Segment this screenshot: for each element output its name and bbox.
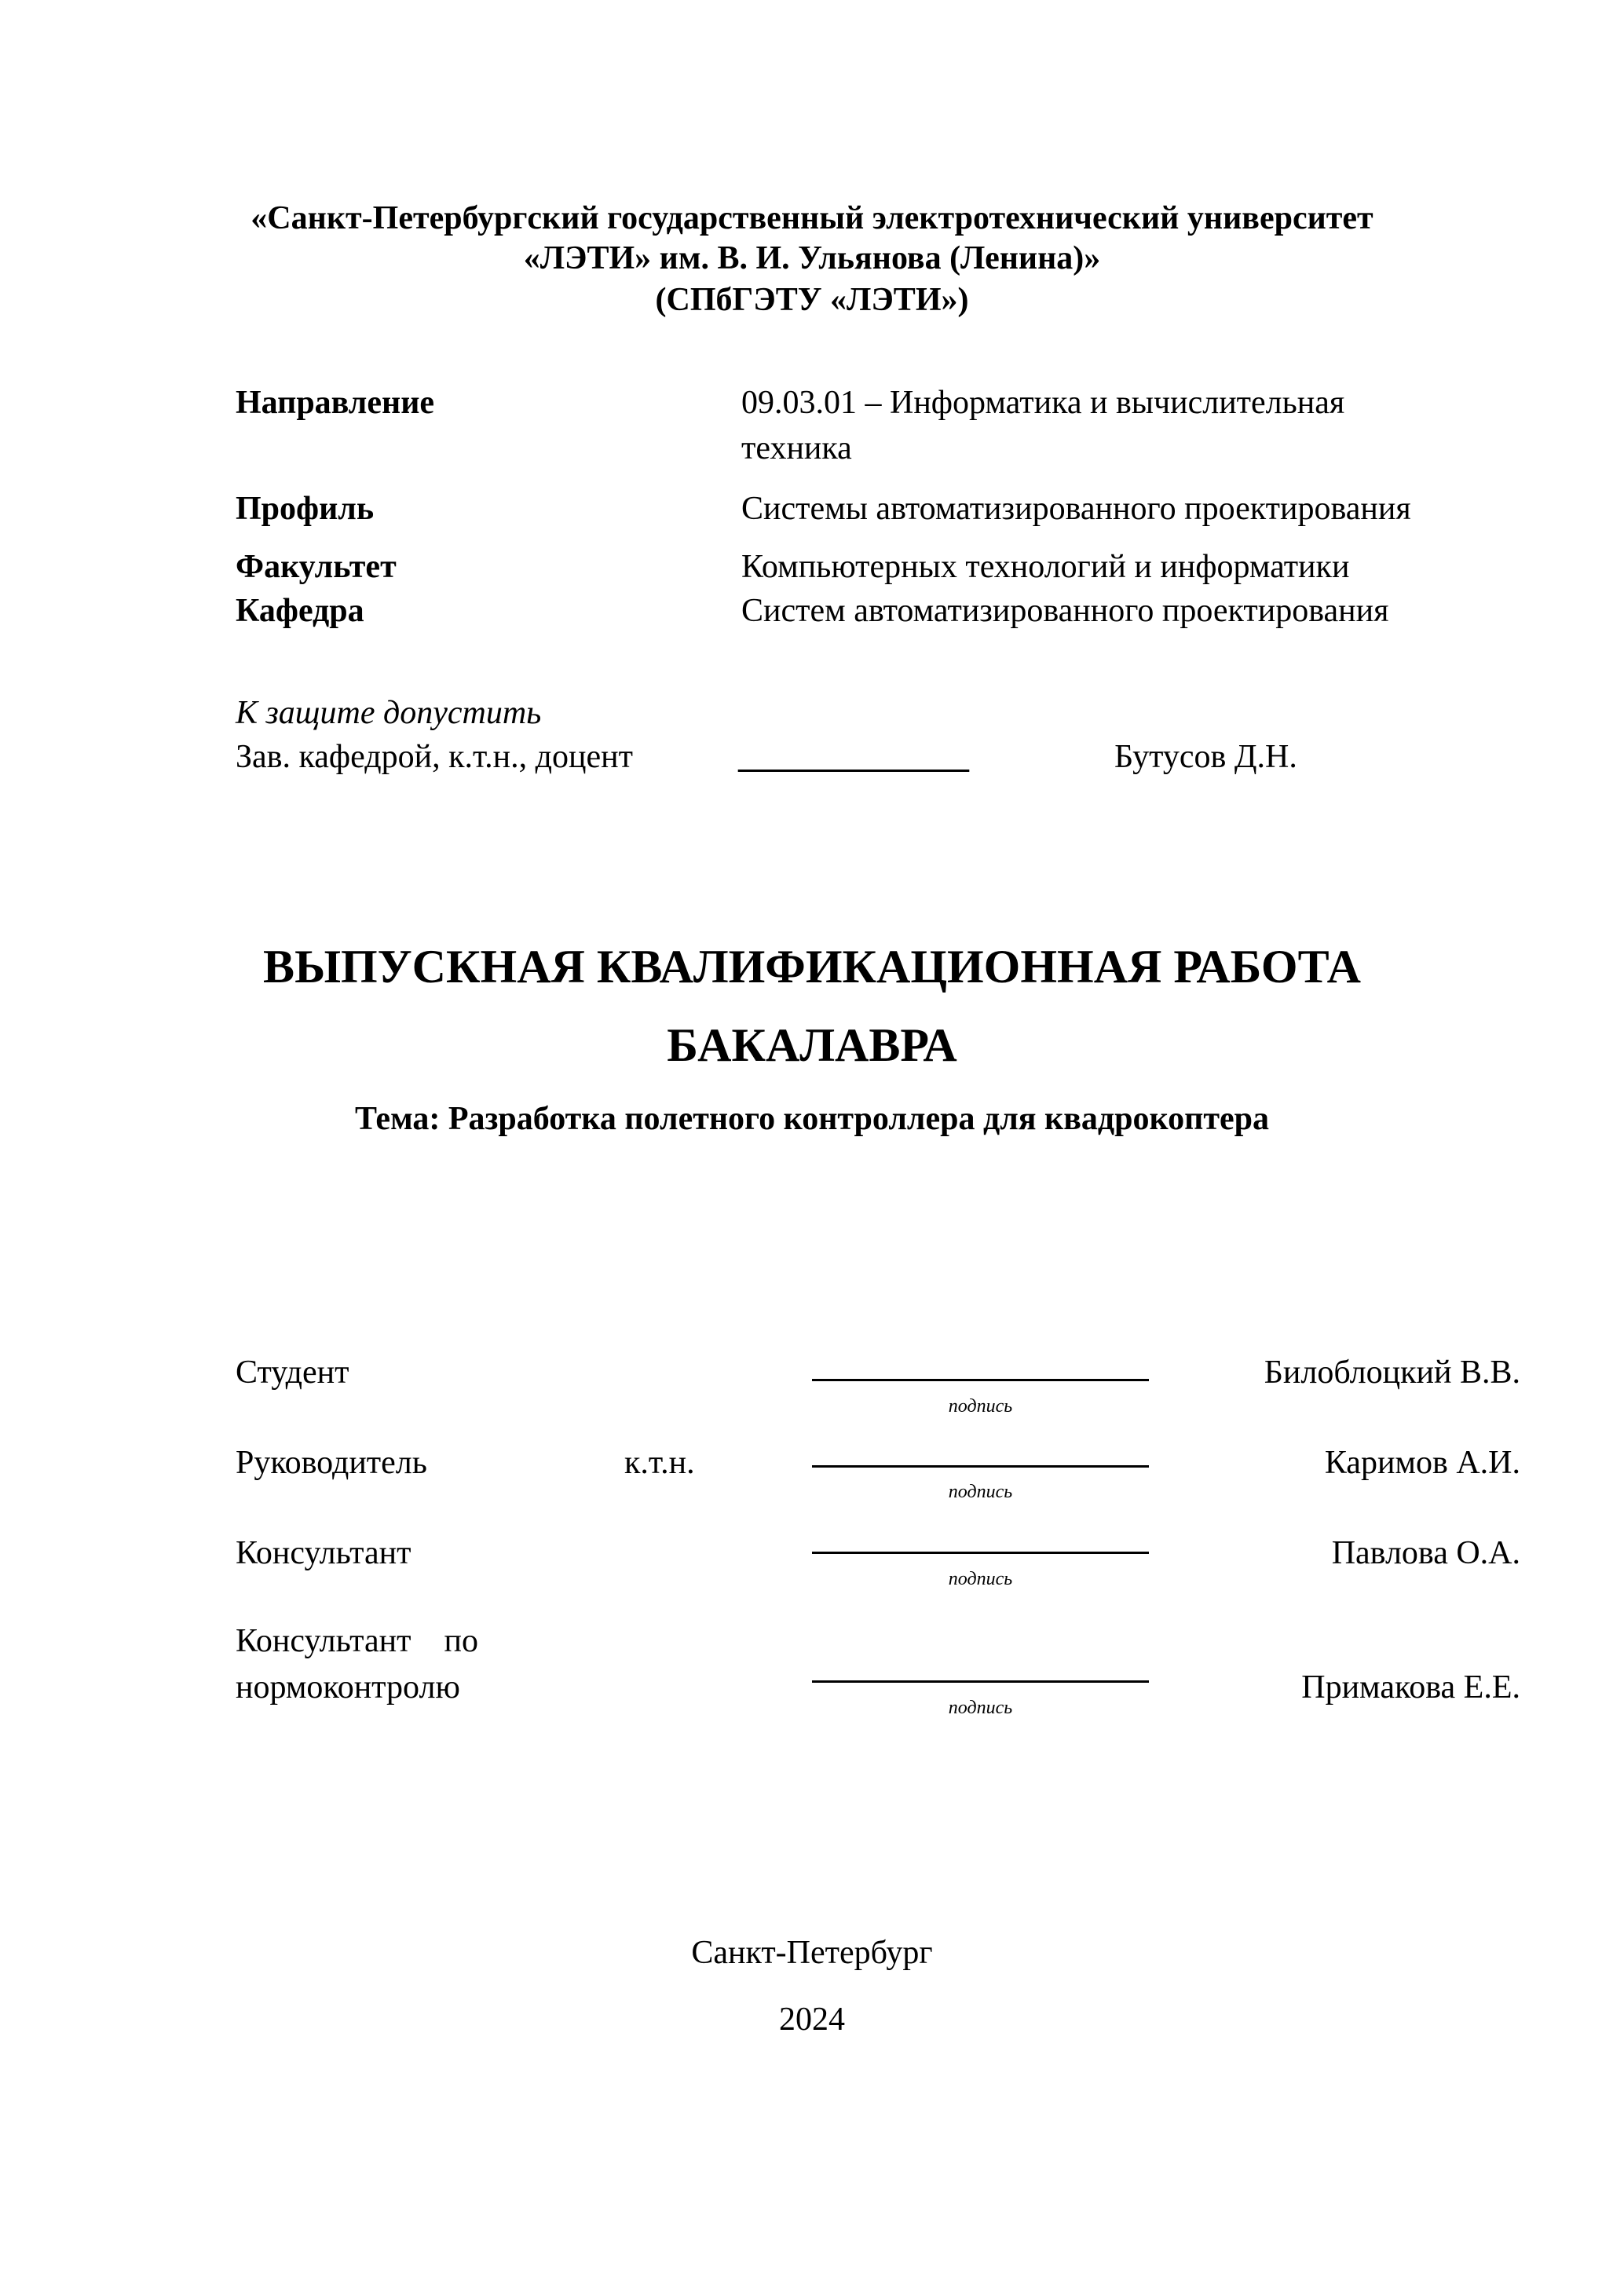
university-name-line2: «ЛЭТИ» им. В. И. Ульянова (Ленина)» — [523, 240, 1101, 276]
signature-line — [812, 1465, 1149, 1468]
signature-degree-supervisor: к.т.н. — [624, 1445, 695, 1481]
signature-role-student: Студент — [236, 1355, 349, 1391]
faculty-label: Факультет — [236, 549, 397, 585]
document-title-line2: БАКАЛАВРА — [667, 1019, 957, 1071]
direction-value-cont: техника — [741, 430, 852, 466]
direction-label: Направление — [236, 385, 435, 421]
footer-city: Санкт-Петербург — [691, 1935, 933, 1971]
signature-line — [812, 1552, 1149, 1554]
signature-hint: подпись — [948, 1396, 1013, 1417]
profile-value: Системы автоматизированного проектирования — [741, 491, 1411, 527]
faculty-value: Компьютерных технологий и информатики — [741, 549, 1350, 585]
signature-role-normcontrol-cont: нормоконтролю — [236, 1669, 460, 1706]
signature-hint: подпись — [948, 1698, 1013, 1718]
university-name-line1: «Санкт-Петербургский государственный электротехнический университет — [251, 200, 1373, 236]
direction-value: 09.03.01 – Информатика и вычислительная — [741, 385, 1345, 421]
signature-line — [812, 1680, 1149, 1683]
signature-name-consultant: Павлова О.А. — [1331, 1535, 1520, 1571]
signature-name-supervisor: Каримов А.И. — [1324, 1445, 1520, 1481]
profile-label: Профиль — [236, 491, 375, 527]
approval-name: Бутусов Д.Н. — [1114, 739, 1297, 775]
department-label: Кафедра — [236, 593, 364, 629]
signature-hint: подпись — [948, 1482, 1013, 1502]
signature-role-normcontrol: Консультант по — [236, 1623, 478, 1659]
footer-year: 2024 — [779, 2002, 845, 2038]
signature-name-normcontrol: Примакова Е.Е. — [1301, 1669, 1520, 1706]
approval-signature-blank: ______________ — [738, 739, 969, 775]
signature-role-consultant: Консультант — [236, 1535, 411, 1571]
approval-caption: К защите допустить — [236, 695, 542, 731]
signature-hint: подпись — [948, 1569, 1013, 1589]
document-title-line1: ВЫПУСКНАЯ КВАЛИФИКАЦИОННАЯ РАБОТА — [263, 941, 1361, 993]
university-abbreviation: (СПбГЭТУ «ЛЭТИ») — [655, 282, 969, 318]
department-value: Систем автоматизированного проектирования — [741, 593, 1389, 629]
signature-line — [812, 1379, 1149, 1381]
approval-role: Зав. кафедрой, к.т.н., доцент — [236, 739, 633, 775]
signature-role-supervisor: Руководитель — [236, 1445, 427, 1481]
signature-name-student: Билоблоцкий В.В. — [1264, 1355, 1520, 1391]
thesis-topic: Тема: Разработка полетного контроллера для квадрокоптера — [355, 1101, 1269, 1137]
